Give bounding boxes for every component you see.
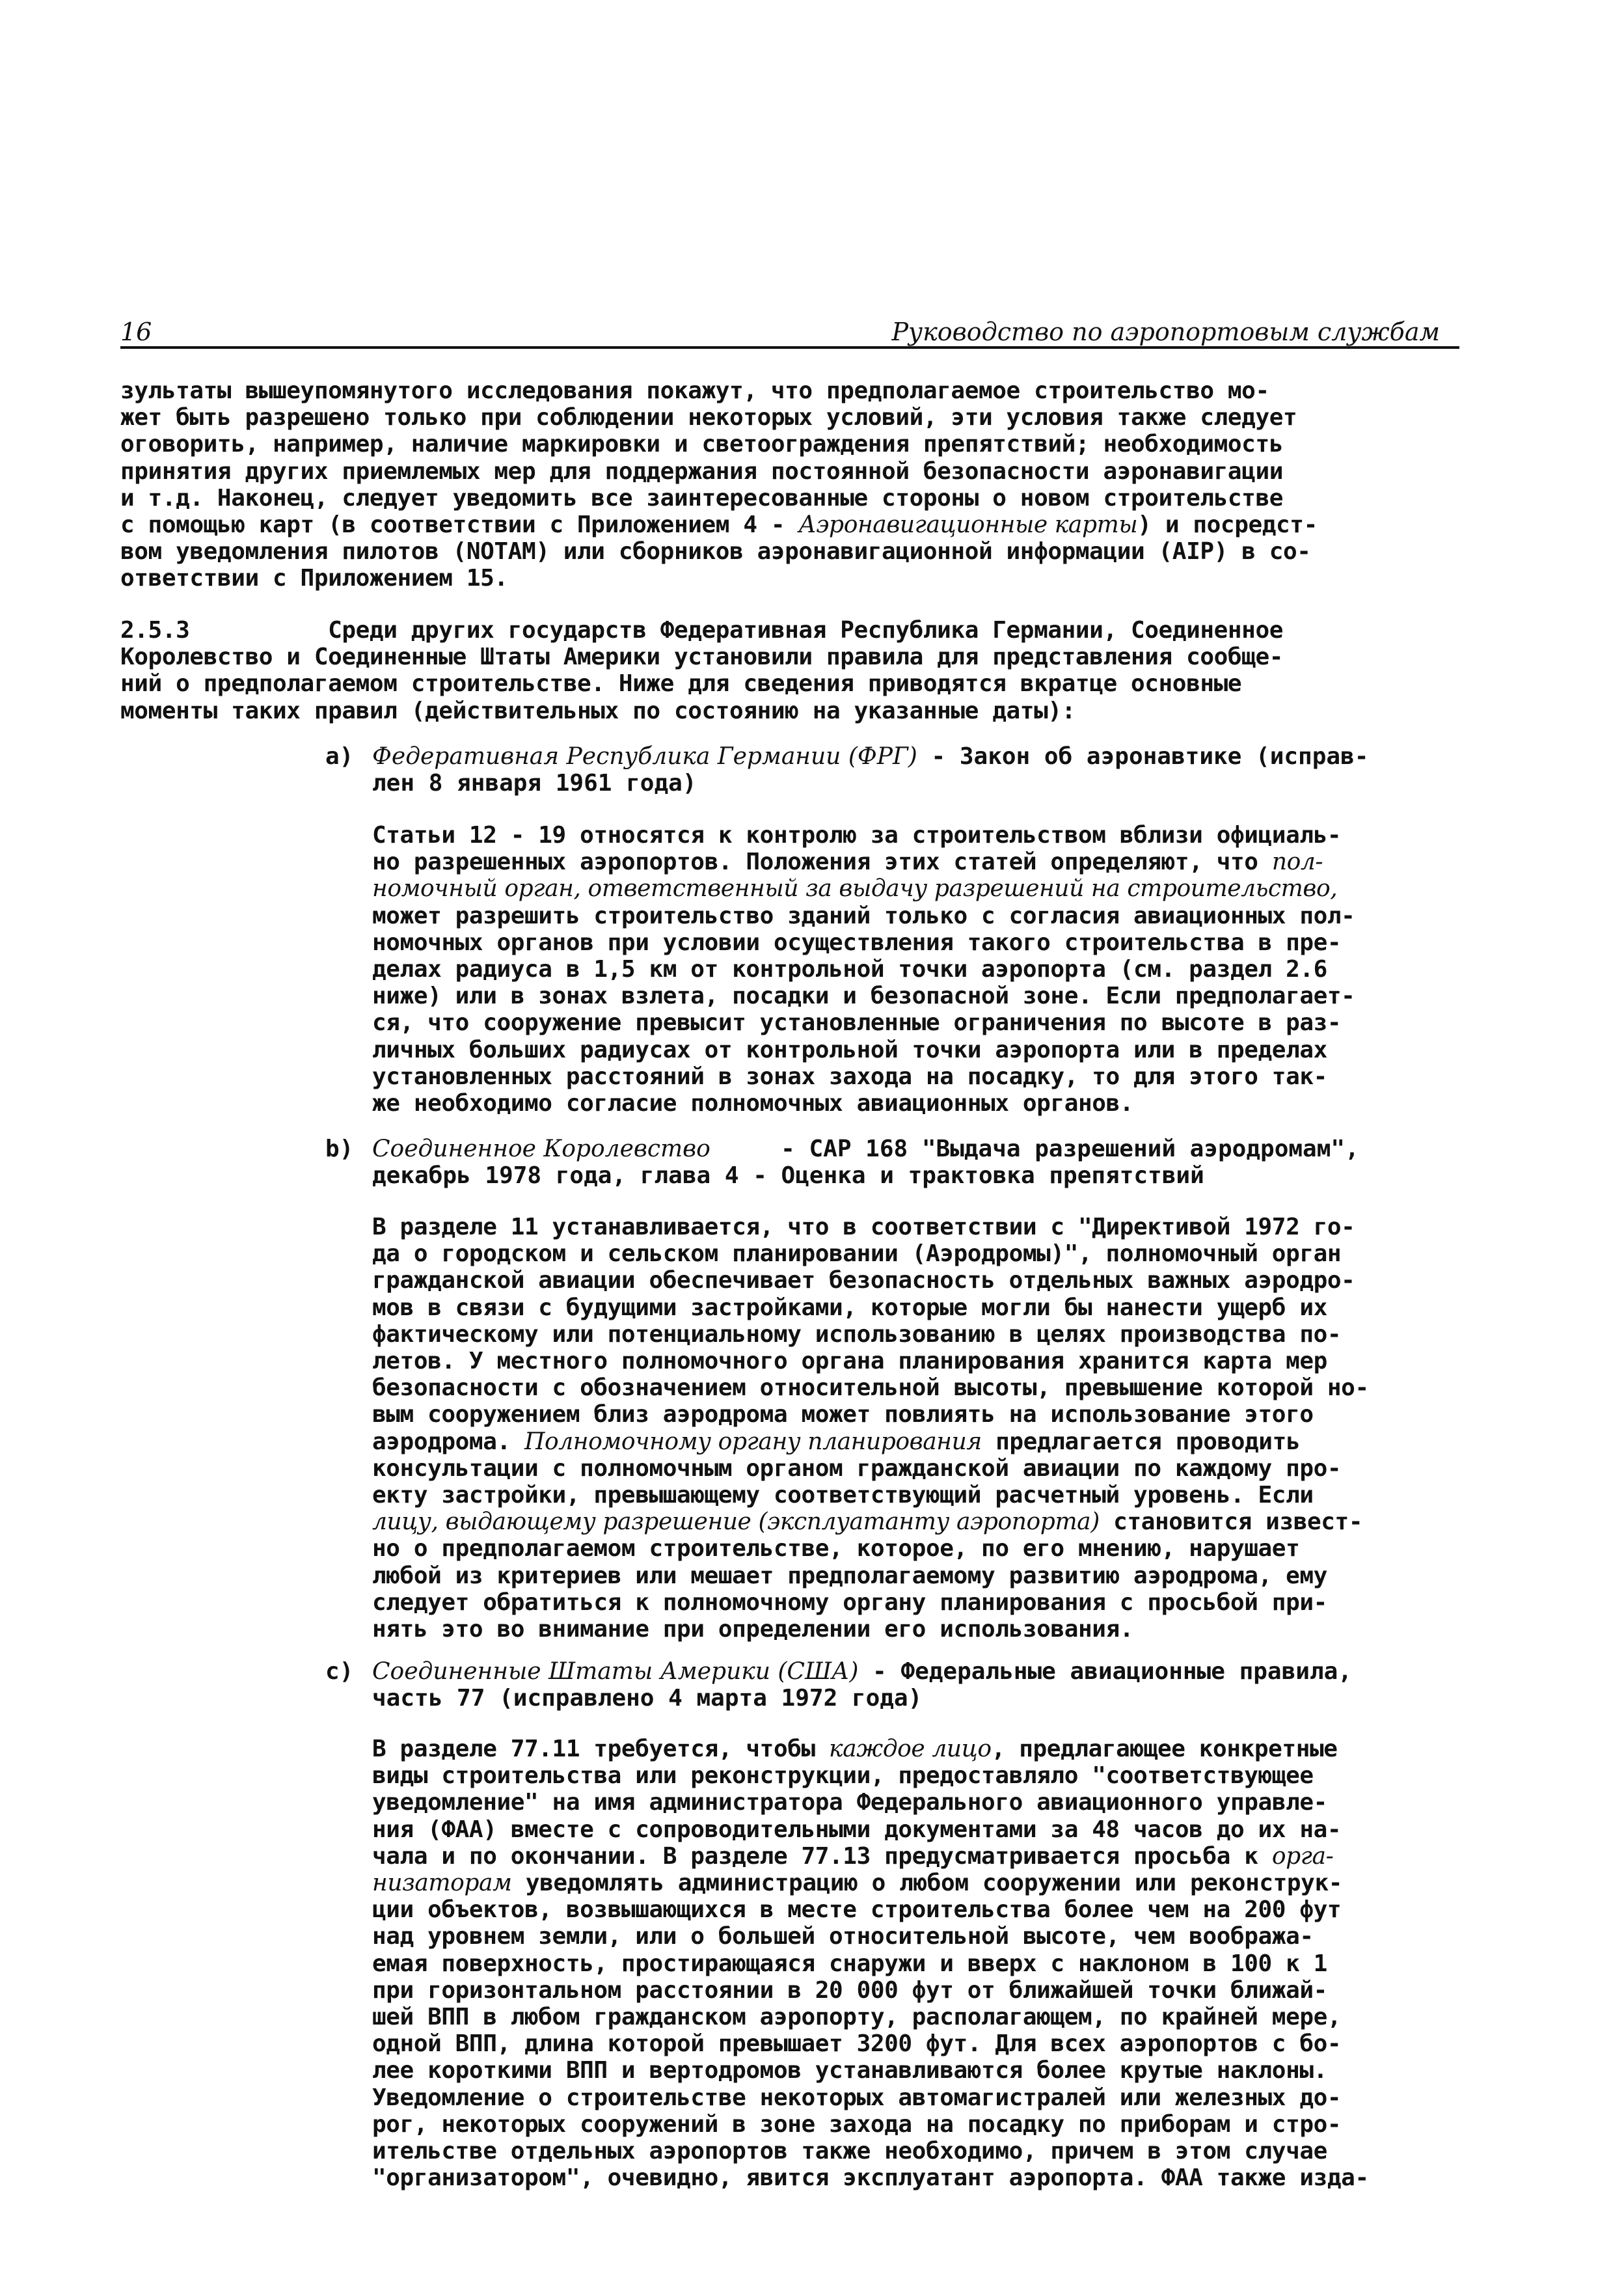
line: одной ВПП, длина которой превышает 3200 фут. Для всех аэропортов с бо- (372, 2030, 1342, 2058)
intro-paragraph (120, 377, 1318, 592)
page-number: 16 (120, 318, 152, 346)
italic-phrase: пол- (1271, 849, 1323, 876)
italic-phrase: Аэронавигационные карты (798, 512, 1138, 539)
line: над уровнем земли, или о большей относительной высоте, чем вообража- (372, 1923, 1314, 1950)
italic-phrase: Полномочному органу планирования (524, 1428, 982, 1455)
line: Статьи 12 - 19 относятся к контролю за строительством вблизи официаль- (372, 822, 1342, 849)
line: нять это во внимание при определении его использования. (372, 1616, 1134, 1643)
line: же необходимо согласие полномочных авиационных органов. (372, 1090, 1134, 1117)
line: аэродрома. (372, 1428, 525, 1455)
line: ответствии с Приложением 15. (120, 565, 508, 592)
line: екту застройки, превышающему соответствующий расчетный уровень. Если (372, 1482, 1314, 1509)
line: ния (ФАА) вместе с сопроводительными документами за 48 часов до их на- (372, 1816, 1342, 1843)
line: да о городском и сельском планировании (Аэродромы)", полномочный орган (372, 1240, 1342, 1268)
line: Королевство и Соединенные Штаты Америки установили правила для представления сообще- (120, 644, 1284, 671)
line: с помощью карт (в соответствии с Приложением 4 - (120, 512, 799, 539)
line: безопасности с обозначением относительной высоты, превышение которой но- (372, 1374, 1369, 1402)
line: может разрешить строительство зданий только с согласия авиационных пол- (372, 902, 1355, 929)
country-name: Соединенные Штаты Америки (США) (372, 1658, 859, 1685)
page-header (120, 318, 1459, 349)
line: фактическому или потенциальному использованию в целях производства по- (372, 1320, 1342, 1348)
line: но разрешенных аэропортов. Положения этих статей определяют, что (372, 849, 1272, 876)
line: зультаты вышеупомянутого исследования покажут, что предполагаемое строительство мо- (120, 377, 1269, 404)
country-name: Федеративная Республика Германии (ФРГ) (372, 743, 917, 770)
line: рог, некоторых сооружений в зоне захода на посадку по приборам и стро- (372, 2110, 1342, 2138)
line: жет быть разрешено только при соблюдении некоторых условий, эти условия также следует (120, 404, 1297, 431)
item-b-body (372, 1214, 1369, 1643)
line: - САР 168 "Выдача разрешений аэродромам", (710, 1136, 1359, 1162)
section-number: 2.5.3 (120, 617, 190, 644)
item-letter: a) (325, 743, 354, 770)
line: , предлагающее конкретные (991, 1736, 1338, 1762)
line: Уведомление о строительстве некоторых автомагистралей или железных до- (372, 2084, 1342, 2111)
line: следует обратиться к полномочному органу планирования с просьбой при- (372, 1589, 1327, 1616)
line: емая поверхность, простирающаяся снаружи и вверх с наклоном в 100 к 1 (372, 1950, 1327, 1977)
line: - Закон об аэронавтике (исправ- (917, 743, 1369, 770)
running-title: Руководство по аэропортовым службам (891, 318, 1440, 346)
line: ительстве отдельных аэропортов также необходимо, причем в этом случае (372, 2138, 1327, 2165)
line: ний о предполагаемом строительстве. Ниже для сведения приводятся вкратце основные (120, 670, 1242, 698)
line: Среди других государств Федеративная Республика Германии, Соединенное (189, 617, 1284, 644)
line: лее короткими ВПП и вертодромов устанавливаются более крутые наклоны. (372, 2057, 1327, 2084)
line: личных больших радиусах от контрольной точки аэропорта или в пределах (372, 1036, 1327, 1063)
line: вом уведомления пилотов (NOTAM) или сборников аэронавигационной информации (AIP) в со- (120, 538, 1311, 566)
item-c-heading (325, 1658, 1352, 1712)
italic-phrase: орга- (1271, 1842, 1334, 1870)
italic-phrase: низаторам (372, 1870, 512, 1897)
item-letter: b) (325, 1136, 354, 1162)
line: вым сооружением близ аэродрома может повлиять на использование этого (372, 1401, 1314, 1428)
country-name: Соединенное Королевство (372, 1136, 710, 1162)
line: летов. У местного полномочного органа планирования хранится карта мер (372, 1348, 1327, 1375)
line: чала и по окончании. В разделе 77.13 предусматривается просьба к (372, 1842, 1272, 1870)
item-c-body (372, 1736, 1369, 2191)
line: ниже) или в зонах взлета, посадки и безопасной зоне. Если предполагает- (372, 983, 1355, 1010)
line: принятия других приемлемых мер для поддержания постоянной безопасности аэронавигации (120, 457, 1284, 485)
item-b-heading (325, 1136, 1359, 1190)
line: оговорить, например, наличие маркировки и светоограждения препятствий; необходимость (120, 431, 1284, 458)
line: ) и посредст- (1137, 512, 1318, 539)
item-letter: c) (325, 1658, 354, 1685)
line: ции объектов, возвышающихся в месте строительства более чем на 200 фут (372, 1896, 1342, 1924)
line: консультации с полномочным органом гражданской авиации по каждому про- (372, 1454, 1342, 1482)
line: гражданской авиации обеспечивает безопасность отдельных важных аэродро- (372, 1267, 1355, 1294)
line: делах радиуса в 1,5 км от контрольной точки аэропорта (см. раздел 2.6 (372, 956, 1327, 983)
line: "организатором", очевидно, явится эксплуатант аэропорта. ФАА также изда- (372, 2164, 1369, 2192)
item-a-body (372, 822, 1355, 1117)
line: виды строительства или реконструкции, предоставляло "соответствующее (372, 1762, 1314, 1790)
line: уведомлять администрацию о любом сооружении или реконструк- (511, 1870, 1342, 1897)
line: В разделе 77.11 требуется, чтобы (372, 1736, 830, 1762)
line: при горизонтальном расстоянии в 20 000 фут от ближайшей точки ближай- (372, 1976, 1327, 2004)
italic-phrase: номочный орган, ответственный за выдачу разрешений на строительство, (372, 875, 1338, 903)
line: любой из критериев или мешает предполагаемому развитию аэродрома, ему (372, 1562, 1327, 1589)
line: В разделе 11 устанавливается, что в соответствии с "Директивой 1972 го- (372, 1214, 1355, 1240)
item-a-heading (325, 743, 1369, 797)
line: предлагается проводить (981, 1428, 1301, 1455)
line: часть 77 (исправлено 4 марта 1972 года) (372, 1685, 923, 1712)
italic-phrase: каждое лицо (829, 1736, 992, 1762)
section-2-5-3 (120, 617, 1283, 724)
line: но о предполагаемом строительстве, которое, по его мнению, нарушает (372, 1535, 1300, 1563)
line: ся, что сооружение превысит установленные ограничения по высоте в раз- (372, 1009, 1342, 1037)
line: лен 8 января 1961 года) (372, 770, 697, 797)
line: номочных органов при условии осуществления такого строительства в пре- (372, 929, 1342, 956)
line: уведомление" на имя администратора Федерального авиационного управле- (372, 1789, 1327, 1816)
line: - Федеральные авиационные правила, (858, 1658, 1352, 1685)
line: шей ВПП в любом гражданском аэропорту, располагающем, по крайней мере, (372, 2004, 1342, 2031)
line: и т.д. Наконец, следует уведомить все заинтересованные стороны о новом строительстве (120, 484, 1284, 512)
line: мов в связи с будущими застройками, которые могли бы нанести ущерб их (372, 1294, 1327, 1321)
line: становится извест- (1099, 1508, 1363, 1536)
line: установленных расстояний в зонах захода на посадку, то для этого так- (372, 1063, 1327, 1090)
line: декабрь 1978 года, глава 4 - Оценка и трактовка препятствий (372, 1162, 1204, 1190)
italic-phrase: лицу, выдающему разрешение (эксплуатанту аэропорта) (372, 1508, 1100, 1536)
line: моменты таких правил (действительных по состоянию на указанные даты): (120, 697, 1076, 724)
